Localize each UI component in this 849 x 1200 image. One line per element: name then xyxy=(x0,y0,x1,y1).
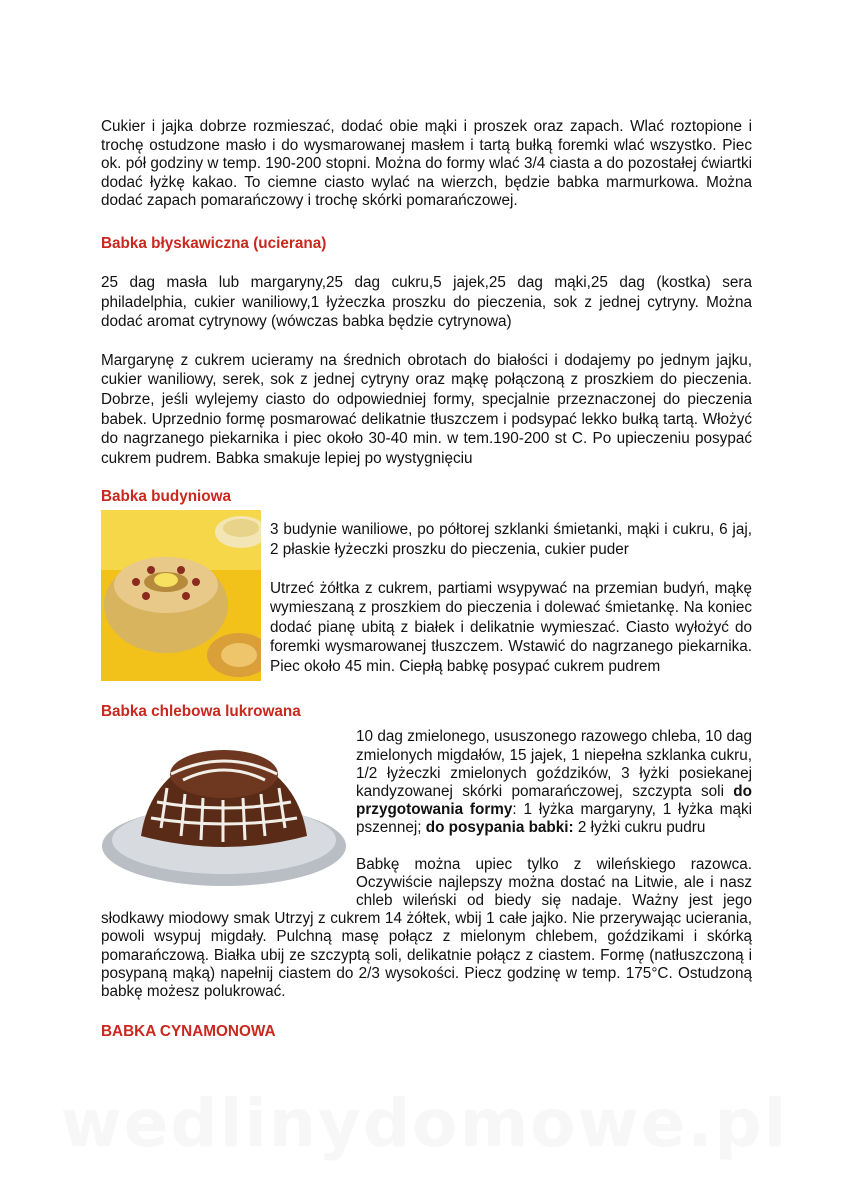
ingredients-babka-blyskawiczna: 25 dag masła lub margaryny,25 dag cukru,5 jajek,25 dag mąki,25 dag (kostka) sera philadelphia, cukier waniliowy,1 łyżeczka proszku do pieczenia, sok z jednej cytryny. Można dodać aromat cytrynowy (wówczas babka będzie cytrynowa) xyxy=(101,273,752,331)
method-babka-budyniowa: Utrzeć żółtka z cukrem, partiami wsypywać na przemian budyń, mąkę wymieszaną z proszkiem do pieczenia i dolewać śmietankę. Na koniec dodać pianę ubitą z białek i delikatnie wymieszać. Ciasto wyłożyć do foremki wysmarowanej tłuszczem. Wstawić do nagrzanego piekarnika. Piec około 45 min. Ciepłą babkę posypać cukrem pudrem xyxy=(270,579,752,675)
ingredients-babka-budyniowa: 3 budynie waniliowe, po półtorej szklanki śmietanki, mąki i cukru, 6 jaj, 2 płaskie łyżeczki proszku do pieczenia, cukier puder xyxy=(270,521,752,558)
section-title-babka-chlebowa: Babka chlebowa lukrowana xyxy=(101,703,301,721)
section-title-babka-cynamonowa: BABKA CYNAMONOWA xyxy=(101,1023,276,1041)
section-title-babka-budyniowa: Babka budyniowa xyxy=(101,488,232,506)
method-babka-chlebowa: Babkę można upiec tylko z wileńskiego razowca. Oczywiście najlepszy można dostać na Litwie, ale i nasz chleb wileński od biedy się nadaje. Ważny jest jego słodkawy miodowy smak Utrzyj z cukrem 14 żółtek, wbij 1 całe jajko. Nie przerywając ucierania, powoli wsypuj migdały. Pulchną masę połącz z mielonym chlebem, goździkami i skórką pomarańczową. Białka ubij ze szczyptą soli, delikatnie połącz z ciastem. Formę (natłuszczoną i posypaną mąką) napełnij ciastem do 2/3 wysokości. Piecz godzinę w temp. 175°C. Ostudzoną babkę możesz polukrować. xyxy=(101,855,752,1000)
ingredients-bold-a: do przygotowania formy xyxy=(356,782,752,819)
babka-chlebowa-photo xyxy=(101,728,347,890)
document-body xyxy=(101,118,752,1042)
ingredients-text-b: : 1 łyżka margaryny, 1 łyżka mąki pszennej; xyxy=(356,801,752,837)
intro-paragraph: Cukier i jajka dobrze rozmieszać, dodać obie mąki i proszek oraz zapach. Wlać roztopione i trochę ostudzone masło i do wysmarowanej masłem i tartą bułką foremki wlać wszystko. Piec ok. pół godziny w temp. 190-200 stopni. Można do formy wlać 3/4 ciasta a do pozostałej ćwiartki dodać łyżkę kakao. To ciemne ciasto wylać na wierzch, będzie babka marmurkowa. Można dodać zapach pomarańczowy i trochę skórki pomarańczowej. xyxy=(101,118,752,210)
method-babka-blyskawiczna: Margarynę z cukrem ucieramy na średnich obrotach do białości i dodajemy po jednym jajku, cukier waniliowy, serek, sok z jednej cytryny oraz mąkę połączoną z proszkiem do pieczenia. Dobrze, jeśli wylejemy ciasto do odpowiedniej formy, specjalnie przeznaczonej do pieczenia babek. Uprzednio formę posmarować delikatnie tłuszczem i podsypać lekko bułką tartą. Włożyć do nagrzanego piekarnika i piec około 30-40 min. w tem.190-200 st C. Po upieczeniu posypać cukrem pudrem. Babka smakuje lepiej po wystygnięciu xyxy=(101,351,752,467)
section-title-babka-blyskawiczna: Babka błyskawiczna (ucierana) xyxy=(101,234,327,252)
ingredients-text-a: 10 dag zmielonego, ususzonego razowego chleba, 10 dag zmielonych migdałów, 15 jajek, 1 niepełna szklanka cukru, 1/2 łyżeczki zmielonych goździków, 3 łyżki posiekanej kandyzowanej skórki pomarańczowej, szczypta soli xyxy=(356,728,752,800)
babka-budyniowa-photo xyxy=(101,510,261,681)
ingredients-text-c: 2 łyżki cukru pudru xyxy=(573,819,706,837)
ingredients-bold-b: do posypania babki: xyxy=(425,819,574,837)
watermark: wedlinydomowe.pl xyxy=(60,1085,789,1162)
